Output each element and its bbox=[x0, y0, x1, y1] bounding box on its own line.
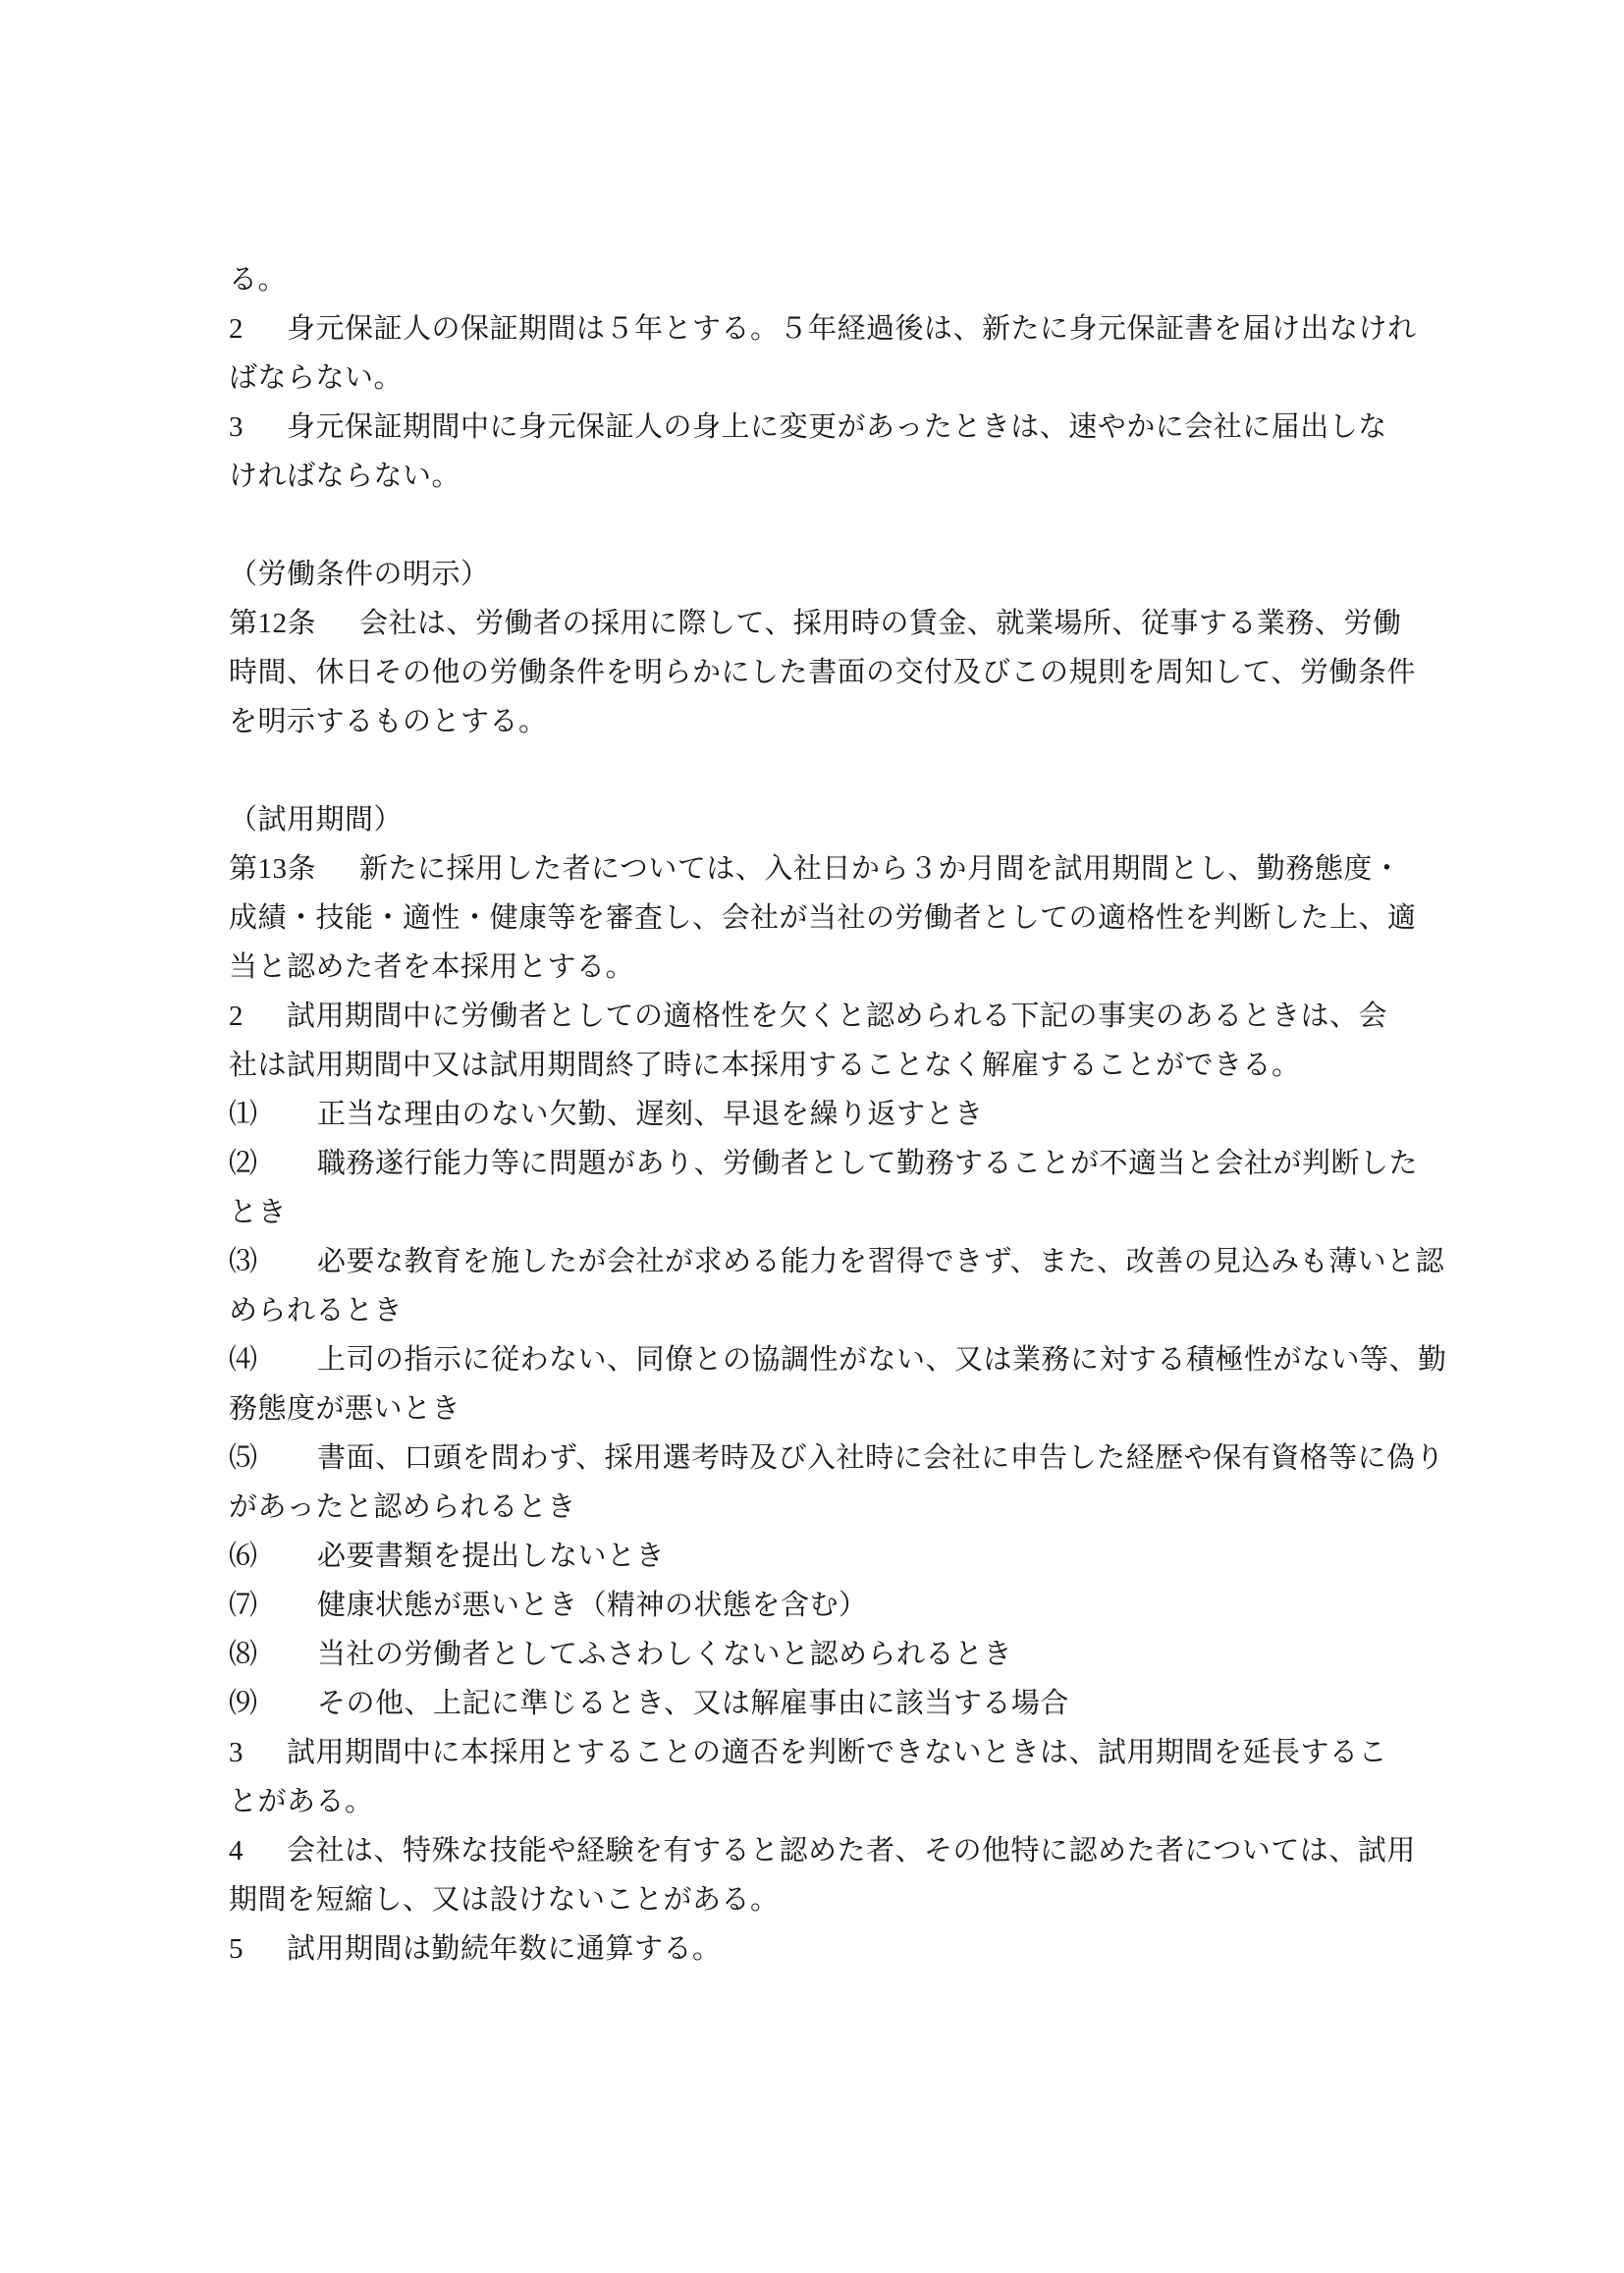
document-line bbox=[229, 697, 1495, 746]
line-text: その他、上記に準じるとき、又は解雇事由に該当する場合 bbox=[317, 1688, 1069, 1719]
line-text: 健康状態が悪いとき（精神の状態を含む） bbox=[317, 1590, 868, 1621]
list-marker: ⑼ bbox=[229, 1688, 258, 1719]
line-text: とき bbox=[229, 1197, 288, 1228]
document-line bbox=[229, 1875, 1495, 1924]
line-text: 期間を短縮し、又は設けないことがある。 bbox=[229, 1884, 780, 1916]
document-line bbox=[229, 1679, 1495, 1728]
document-line bbox=[229, 992, 1495, 1041]
line-text: められるとき bbox=[229, 1295, 404, 1326]
list-marker: ⑵ bbox=[229, 1148, 258, 1179]
document-line bbox=[229, 353, 1495, 403]
document-line bbox=[229, 1139, 1495, 1188]
list-marker: 5 bbox=[229, 1933, 244, 1965]
list-marker: ⑻ bbox=[229, 1639, 258, 1670]
document-line bbox=[229, 1728, 1495, 1777]
line-text: 務態度が悪いとき bbox=[229, 1393, 461, 1425]
list-marker: 第13条 bbox=[229, 853, 317, 885]
document-line bbox=[229, 1090, 1495, 1139]
line-text: る。 bbox=[229, 264, 288, 296]
line-text: 時間、休日その他の労働条件を明らかにした書面の交付及びこの規則を周知して、労働条件 bbox=[229, 657, 1416, 688]
line-text: 正当な理由のない欠勤、遅刻、早退を繰り返すとき bbox=[317, 1099, 984, 1130]
document-line bbox=[229, 1924, 1495, 1974]
list-marker: 4 bbox=[229, 1835, 244, 1867]
line-text: 書面、口頭を問わず、採用選考時及び入社時に会社に申告した経歴や保有資格等に偽り bbox=[317, 1442, 1445, 1474]
line-text: 社は試用期間中又は試用期間終了時に本採用することなく解雇することができる。 bbox=[229, 1050, 1301, 1081]
list-marker: ⑺ bbox=[229, 1590, 258, 1621]
line-text: （試用期間） bbox=[229, 804, 404, 836]
document-line bbox=[229, 452, 1495, 501]
blank-line bbox=[229, 501, 1495, 550]
line-text: を明示するものとする。 bbox=[229, 706, 548, 737]
document-line bbox=[229, 893, 1495, 943]
document-line bbox=[229, 304, 1495, 353]
document-line bbox=[229, 1237, 1495, 1286]
list-marker: 2 bbox=[229, 1001, 244, 1032]
document-line bbox=[229, 1335, 1495, 1384]
list-marker: 第12条 bbox=[229, 608, 317, 639]
document-line bbox=[229, 1581, 1495, 1630]
line-text: 職務遂行能力等に問題があり、労働者として勤務することが不適当と会社が判断した bbox=[317, 1148, 1419, 1179]
line-text: があったと認められるとき bbox=[229, 1491, 576, 1523]
line-text: 当と認めた者を本採用とする。 bbox=[229, 951, 635, 983]
document-line bbox=[229, 550, 1495, 599]
list-marker: 3 bbox=[229, 411, 244, 443]
document-line bbox=[229, 403, 1495, 452]
line-text: 試用期間中に本採用とすることの適否を判断できないときは、試用期間を延長するこ bbox=[287, 1737, 1388, 1768]
line-text: とがある。 bbox=[229, 1786, 374, 1817]
line-text: 試用期間中に労働者としての適格性を欠くと認められる下記の事実のあるときは、会 bbox=[287, 1001, 1388, 1032]
line-text: （労働条件の明示） bbox=[229, 559, 490, 590]
document-line bbox=[229, 599, 1495, 648]
line-text: 身元保証期間中に身元保証人の身上に変更があったときは、速やかに会社に届出しな bbox=[287, 411, 1387, 443]
line-text: 会社は、特殊な技能や経験を有すると認めた者、その他特に認めた者については、試用 bbox=[287, 1835, 1416, 1867]
list-marker: 3 bbox=[229, 1737, 244, 1768]
document-line bbox=[229, 1483, 1495, 1532]
list-marker: ⑹ bbox=[229, 1541, 258, 1572]
document-line bbox=[229, 1384, 1495, 1434]
document-line bbox=[229, 1434, 1495, 1483]
line-text: ければならない。 bbox=[229, 460, 461, 492]
list-marker: ⑸ bbox=[229, 1442, 258, 1474]
line-text: 試用期間は勤続年数に通算する。 bbox=[287, 1933, 722, 1965]
line-text: 必要な教育を施したが会社が求める能力を習得できず、また、改善の見込みも薄いと認 bbox=[317, 1246, 1445, 1277]
list-marker: ⑴ bbox=[229, 1099, 258, 1130]
line-text: 当社の労働者としてふさわしくないと認められるとき bbox=[317, 1639, 1013, 1670]
document-line bbox=[229, 1041, 1495, 1090]
line-text: ばならない。 bbox=[229, 362, 404, 394]
document-line bbox=[229, 943, 1495, 992]
document-line bbox=[229, 1188, 1495, 1237]
document-line bbox=[229, 1826, 1495, 1875]
document-body bbox=[229, 255, 1495, 1974]
list-marker: 2 bbox=[229, 313, 244, 345]
list-marker: ⑷ bbox=[229, 1344, 258, 1376]
line-text: 必要書類を提出しないとき bbox=[317, 1541, 666, 1572]
line-text: 身元保証人の保証期間は５年とする。５年経過後は、新たに身元保証書を届け出なけれ bbox=[287, 313, 1417, 345]
list-marker: ⑶ bbox=[229, 1246, 258, 1277]
document-line bbox=[229, 1532, 1495, 1581]
line-text: 会社は、労働者の採用に際して、採用時の賃金、就業場所、従事する業務、労働 bbox=[359, 608, 1402, 639]
document-line bbox=[229, 255, 1495, 304]
document-line bbox=[229, 1630, 1495, 1679]
document-line bbox=[229, 844, 1495, 893]
document-line bbox=[229, 1777, 1495, 1826]
line-text: 新たに採用した者については、入社日から３か月間を試用期間とし、勤務態度・ bbox=[359, 853, 1402, 885]
line-text: 成績・技能・適性・健康等を審査し、会社が当社の労働者としての適格性を判断した上、適 bbox=[229, 902, 1417, 934]
document-line bbox=[229, 648, 1495, 697]
document-line bbox=[229, 795, 1495, 844]
document-line bbox=[229, 1286, 1495, 1335]
line-text: 上司の指示に従わない、同僚との協調性がない、又は業務に対する積極性がない等、勤 bbox=[317, 1344, 1447, 1376]
blank-line bbox=[229, 746, 1495, 795]
